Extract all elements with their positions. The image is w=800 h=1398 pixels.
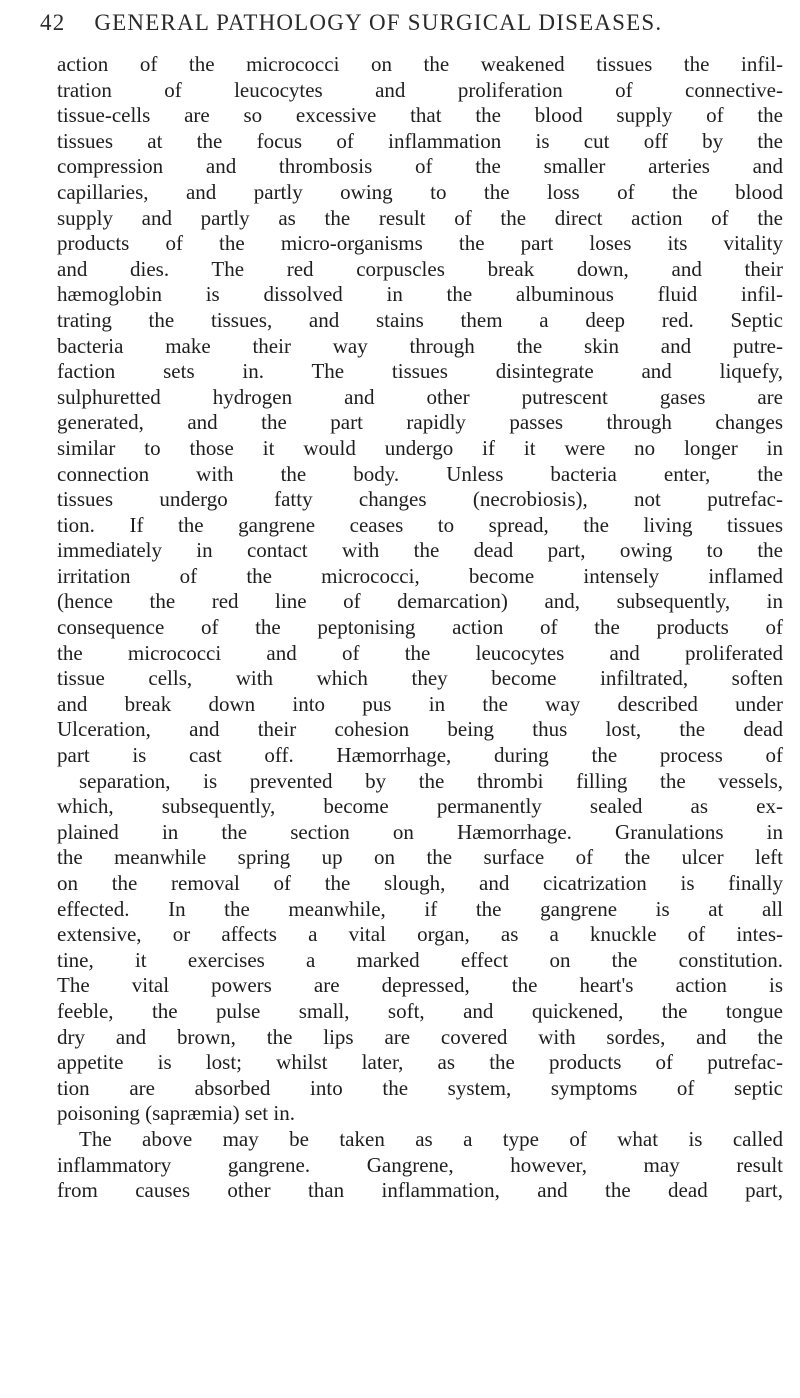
text-line: immediately in contact with the dead part, owing to the	[57, 538, 783, 563]
text-line: and dies. The red corpuscles break down, and their	[57, 256, 783, 281]
text-line: tration of leucocytes and proliferation of connective-	[57, 77, 783, 102]
text-line: products of the micro-organisms the part loses its vitality	[57, 231, 783, 256]
text-line: trating the tissues, and stains them a deep red. Septic	[57, 307, 783, 332]
text-line: and break down into pus in the way described under	[57, 691, 783, 716]
running-head	[40, 10, 760, 40]
text-line: faction sets in. The tissues disintegrate and liquefy,	[57, 359, 783, 384]
text-line: hæmoglobin is dissolved in the albuminous fluid infil-	[57, 282, 783, 307]
running-title: GENERAL PATHOLOGY OF SURGICAL DISEASES.	[94, 10, 663, 35]
text-line: separation, is prevented by the thrombi filling the vessels,	[79, 768, 783, 793]
page-number: 42	[40, 10, 66, 35]
text-line: part is cast off. Hæmorrhage, during the process of	[57, 743, 783, 768]
text-line: which, subsequently, become permanently sealed as ex-	[57, 794, 783, 819]
text-line: bacteria make their way through the skin and putre-	[57, 333, 783, 358]
text-line: The vital powers are depressed, the heart's action is	[57, 973, 783, 998]
text-line: plained in the section on Hæmorrhage. Granulations in	[57, 819, 783, 844]
text-line: Ulceration, and their cohesion being thus lost, the dead	[57, 717, 783, 742]
text-line: tissues undergo fatty changes (necrobiosis), not putrefac-	[57, 487, 783, 512]
text-line: tissue-cells are so excessive that the blood supply of the	[57, 103, 783, 128]
text-line: dry and brown, the lips are covered with sordes, and the	[57, 1024, 783, 1049]
body-text	[57, 52, 783, 1204]
text-line: tine, it exercises a marked effect on the constitution.	[57, 947, 783, 972]
text-line: inflammatory gangrene. Gangrene, however, may result	[57, 1152, 783, 1177]
text-line: generated, and the part rapidly passes through changes	[57, 410, 783, 435]
text-line: sulphuretted hydrogen and other putrescent gases are	[57, 384, 783, 409]
text-line: tion are absorbed into the system, symptoms of septic	[57, 1075, 783, 1100]
text-line: appetite is lost; whilst later, as the products of putrefac-	[57, 1050, 783, 1075]
text-line: tion. If the gangrene ceases to spread, the living tissues	[57, 512, 783, 537]
text-line: effected. In the meanwhile, if the gangrene is at all	[57, 896, 783, 921]
text-line: the micrococci and of the leucocytes and proliferated	[57, 640, 783, 665]
text-line: supply and partly as the result of the direct action of the	[57, 205, 783, 230]
text-line: irritation of the micrococci, become intensely inflamed	[57, 563, 783, 588]
text-line: (hence the red line of demarcation) and, subsequently, in	[57, 589, 783, 614]
text-line: action of the micrococci on the weakened tissues the infil-	[57, 52, 783, 76]
text-line: on the removal of the slough, and cicatrization is finally	[57, 871, 783, 895]
text-line: feeble, the pulse small, soft, and quickened, the tongue	[57, 998, 783, 1023]
text-line: extensive, or affects a vital organ, as a knuckle of intes-	[57, 922, 783, 947]
text-line: The above may be taken as a type of what is called	[79, 1126, 783, 1151]
text-line: consequence of the peptonising action of the products of	[57, 615, 783, 640]
text-line: tissues at the focus of inflammation is cut off by the	[57, 128, 783, 153]
text-line: the meanwhile spring up on the surface of the ulcer left	[57, 845, 783, 870]
text-line: from causes other than inflammation, and the dead part,	[57, 1178, 783, 1203]
text-line: capillaries, and partly owing to the loss of the blood	[57, 179, 783, 204]
text-line: tissue cells, with which they become infiltrated, soften	[57, 666, 783, 691]
text-line: similar to those it would undergo if it were no longer in	[57, 435, 783, 460]
text-line: compression and thrombosis of the smaller arteries and	[57, 154, 783, 179]
text-line: connection with the body. Unless bacteria enter, the	[57, 461, 783, 486]
text-line: poisoning (sapræmia) set in.	[57, 1101, 295, 1126]
